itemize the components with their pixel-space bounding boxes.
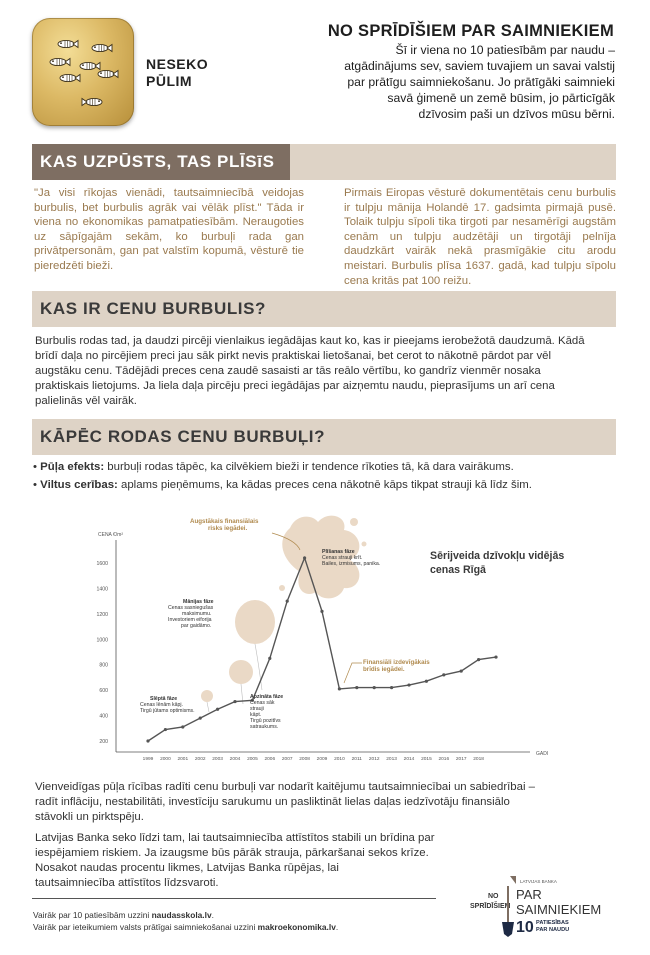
- callout-arrow: [344, 663, 362, 683]
- data-point: [494, 655, 497, 658]
- x-tick-labels: [143, 756, 485, 762]
- balloon-string: [255, 644, 262, 690]
- brand-par-naudu: PAR NAUDU: [536, 927, 570, 933]
- intro-line: Šī ir viena no 10 patiesībām par naudu –: [395, 43, 615, 57]
- x-tick-label: 1999: [142, 757, 154, 762]
- annotation-burst-phase: [322, 549, 380, 567]
- splash-drop: [279, 585, 285, 591]
- footer-line-1: [33, 910, 214, 920]
- balloon-small: [201, 690, 213, 702]
- x-tick-label: 2004: [229, 757, 241, 762]
- brand-saimniekiem: SAIMNIEKIEM: [516, 902, 602, 917]
- x-tick-label: 2018: [473, 757, 484, 762]
- intro-line: atgādinājums sev, saviem tuvajiem un savai valstij: [344, 59, 615, 73]
- x-tick-label: 2006: [264, 757, 276, 762]
- footer-text: .: [335, 922, 339, 932]
- x-tick-label: 2009: [316, 757, 328, 762]
- x-tick-label: 2017: [455, 757, 467, 762]
- y-tick-label: 200: [99, 739, 108, 745]
- bullet-term: Viltus cerības:: [40, 479, 118, 491]
- section-heading: KĀPĒC RODAS CENU BURBUĻI?: [40, 427, 326, 446]
- x-tick-label: 2011: [351, 757, 362, 762]
- annotation-line: strauji: [250, 706, 264, 712]
- data-point: [216, 708, 219, 711]
- footer-text: Vairāk par ieteikumiem valsts prātīgai saimniekošanai uzzini: [33, 922, 258, 932]
- x-tick-label: 2001: [177, 757, 189, 762]
- x-tick-label: 2016: [438, 757, 450, 762]
- y-tick-label: 1400: [96, 586, 108, 593]
- annotation-line: kāpt.: [250, 712, 262, 718]
- brand-patiesibas: PATIESĪBAS: [536, 920, 569, 926]
- x-tick-label: 2005: [247, 757, 258, 762]
- annotation-title: Slēptā fāze: [150, 696, 178, 702]
- annotation-line: Cenas lēnām kāpj.: [140, 702, 183, 708]
- x-tick-label: 2000: [160, 757, 171, 762]
- splash-drop: [362, 542, 367, 547]
- x-tick-label: 2010: [334, 757, 345, 762]
- balloon-large: [235, 600, 275, 644]
- section1-right-column: Pirmais Eiropas vēsturē dokumentētais cenu burbulis ir tulpju mānija Holandē 17. gadsimta pirmajā pusē. Tolaik tulpju sīpoli tika tirgoti par nesamērīgi augstām cenām un tulpju audzētāji un tirgotāji pelnīja daudzkārt vairāk nekā prasmīgākie citu arodu meistari. Burbulis plīsa 1637. gadā, kad tulpju sīpolu cena kritās pat 100 reižu.: [344, 187, 616, 287]
- paragraph-line: Vienveidīgas pūļa rīcības radīti cenu burbuļi var nodarīt kaitējumu tautsaimniecībai un sabiedrībai –: [35, 781, 536, 793]
- shovel-blade-icon: [502, 922, 514, 937]
- logo-caption: [146, 56, 208, 90]
- annotation-line: Bailes, izmisums, panika.: [322, 561, 381, 567]
- brand-logo: [470, 872, 618, 938]
- intro-line: par prātīgu saimniekošanu. Jo prātīgāki saimnieki: [347, 75, 615, 89]
- section-band-bubble-bursts: [32, 144, 616, 180]
- annotation-line: Investoriem eiforija: [168, 617, 212, 623]
- balloon-medium: [229, 660, 253, 684]
- bank-emblem-icon: [510, 876, 516, 884]
- data-point: [390, 686, 393, 689]
- callout-line: Augstākais finansiālais: [190, 518, 259, 525]
- annotation-line: par gaidāmo.: [181, 623, 212, 629]
- brand-spridisiem: SPRĪDĪŠIEM: [470, 903, 511, 910]
- y-axis-label: CENA €/m²: [98, 532, 124, 538]
- x-tick-label: 2007: [281, 757, 293, 762]
- data-point: [425, 680, 428, 683]
- brand-ten: 10: [516, 919, 534, 936]
- bullet-dot: •: [33, 479, 37, 491]
- annotation-line: Tirgū jūtams optimisms.: [140, 708, 195, 714]
- bullet-dot: •: [33, 461, 37, 473]
- fish-logo-tile: [32, 18, 134, 126]
- data-point: [460, 669, 463, 672]
- annotation-title: Mānijas fāze: [183, 599, 214, 605]
- y-tick-labels: [96, 561, 108, 745]
- y-tick-label: 1200: [96, 611, 108, 618]
- paragraph-line: tautsaimniecība attīstītos līdzsvaroti.: [35, 877, 219, 889]
- annotation-title: Plīšanas fāze: [322, 549, 355, 555]
- data-point: [477, 658, 480, 661]
- paragraph-line: Nosakot naudas procentu likmes, Latvijas Banka rūpējas, lai: [35, 862, 339, 874]
- y-tick-label: 1000: [96, 637, 108, 644]
- section-band-what-is-bubble: [32, 291, 616, 327]
- bullet-crowd-effect: [33, 460, 514, 475]
- brand-no: NO: [488, 893, 499, 900]
- x-axis-label: GADI: [536, 751, 549, 757]
- brand-par: PAR: [516, 887, 542, 902]
- annotation-line: Tirgū pozitīvs: [250, 718, 281, 724]
- data-point: [355, 686, 358, 689]
- paragraph-line: radīt inflāciju, nestabilitāti, investīciju sarukumu un pasliktināt lielas daļas iedzīvotāju finansiālo: [35, 796, 510, 808]
- annotation-title: Apzināta fāze: [250, 694, 284, 700]
- paragraph-line: brīdī daļa no pircējiem preci jau sāk pirkt nevis praktiskai lietošanai, bet cerot to nākotnē pārdot par vēl: [35, 350, 552, 362]
- callout-line: risks iegādei.: [208, 525, 248, 532]
- x-tick-label: 2012: [368, 757, 380, 762]
- data-point: [199, 717, 202, 720]
- y-tick-label: 600: [99, 688, 108, 695]
- x-tick-label: 2002: [194, 757, 206, 762]
- y-tick-label: 800: [99, 662, 108, 669]
- data-point: [268, 657, 271, 660]
- x-tick-label: 2003: [212, 757, 223, 762]
- price-bubble-chart: [0, 500, 650, 780]
- paragraph-line: palielinās vēl vairāk.: [35, 395, 137, 407]
- annotation-line: satraukums.: [250, 724, 279, 730]
- annotation-line: Cenas strauji krīt.: [322, 555, 363, 561]
- logo-caption-line2: PŪLIM: [146, 73, 193, 89]
- data-point: [146, 739, 149, 742]
- bullet-text: aplams pieņēmums, ka kādas preces cena nākotnē kāps tikpat strauji kā līdz šim.: [117, 479, 532, 491]
- x-tick-label: 2015: [421, 757, 432, 762]
- data-point: [442, 673, 445, 676]
- data-point: [164, 728, 167, 731]
- chart-title: Sērijveida dzīvokļu vidējās cenas Rīgā: [430, 550, 565, 576]
- annotation-aware-phase: [250, 694, 283, 730]
- bank-name: LATVIJAS BANKA: [520, 879, 557, 884]
- paragraph-line: Burbulis rodas tad, ja daudzi pircēji vienlaikus iegādājas kaut ko, kas ir pieejams ierobežotā daudzumā. Kādā: [35, 335, 585, 347]
- footer-text: Vairāk par 10 patiesībām uzzini: [33, 910, 152, 920]
- annotation-hidden-phase: [140, 696, 195, 714]
- link-makroekonomika[interactable]: makroekonomika.lv: [257, 922, 336, 932]
- section1-left-column: "Ja visi rīkojas vienādi, tautsaimniecībā veidojas burbulis, bet burbulis agrāk vai vēlāk plīst." Tāda ir viena no ekonomikas pamatpatiesībām. Neraugoties uz sāpīgajām sekām, ko burbuļi rada gan privātpersonām, gan pat valstīm kopumā, vēsturē tie pieredzēti bieži.: [34, 187, 304, 272]
- data-point: [338, 687, 341, 690]
- data-point: [407, 683, 410, 686]
- section2-paragraph: [35, 334, 615, 409]
- closing-paragraph-1: [35, 780, 615, 825]
- intro-line: dzīvosim paši un dzīvos mūsu bērni.: [418, 107, 615, 121]
- footer-divider: [32, 898, 436, 899]
- data-point: [233, 700, 236, 703]
- paragraph-line: iespējamiem riskiem. Ja izaugsme būs pārāk strauja, pārkaršanai sekos krīze.: [35, 847, 429, 859]
- data-point: [373, 686, 376, 689]
- paragraph-line: augstāku cenu. Tādējādi preces cena zaudē sasaisti ar tās reālo vērtību, ko gandrīz vienmēr nosaka: [35, 365, 541, 377]
- splash-drop: [350, 518, 358, 526]
- callout-best-moment: [363, 659, 430, 673]
- data-point: [181, 725, 184, 728]
- callout-line: Finansiāli izdevīgākais: [363, 659, 430, 666]
- fish-school-icon: [32, 18, 134, 126]
- paragraph-line: stāvokli un pirktspēju.: [35, 811, 144, 823]
- data-point: [320, 610, 323, 613]
- bullet-term: Pūļa efekts:: [40, 461, 105, 473]
- bullet-text: burbuļi rodas tāpēc, ka cilvēkiem bieži ir tendence rīkoties tā, kā dara vairākums.: [104, 461, 514, 473]
- link-naudasskola[interactable]: naudasskola.lv: [151, 910, 212, 920]
- annotation-mania-phase: [168, 599, 214, 629]
- callout-highest-risk: [190, 518, 259, 532]
- intro-text: [330, 42, 615, 122]
- balloon-string: [207, 702, 209, 712]
- page-title: NO SPRĪDĪŠIEM PAR SAIMNIEKIEM: [327, 22, 614, 40]
- section-band-why-bubbles: [32, 419, 616, 455]
- x-tick-label: 2014: [403, 757, 415, 762]
- y-tick-label: 1600: [96, 561, 108, 567]
- bullet-false-hopes: [33, 478, 532, 493]
- section-heading: KAS UZPŪSTS, TAS PLĪSīS: [40, 152, 275, 171]
- callout-line: brīdis iegādei.: [363, 666, 405, 673]
- y-tick-label: 400: [99, 713, 108, 720]
- annotation-line: Cenas sasniegušas: [168, 605, 214, 611]
- intro-line: savā ģimenē un zemē būsim, jo pārticīgāk: [387, 91, 615, 105]
- data-point: [286, 600, 289, 603]
- footer-text: .: [211, 910, 214, 920]
- logo-caption-line1: NESEKO: [146, 56, 209, 72]
- data-point: [303, 556, 306, 559]
- annotation-line: maksimumu.: [182, 611, 212, 617]
- paragraph-line: Latvijas Banka seko līdzi tam, lai tautsaimniecība attīstītos stabili un brīdina par: [35, 832, 435, 844]
- annotation-line: Cenas sāk: [250, 700, 275, 706]
- x-tick-label: 2008: [299, 757, 310, 762]
- x-tick-label: 2013: [386, 757, 397, 762]
- paragraph-line: praktiskais lietojums. Ja liela daļa pircēju preci iegādājas par aizņemtu naudu, pieprasījums un arī cena: [35, 380, 555, 392]
- footer-line-2: [33, 922, 338, 932]
- section-heading: KAS IR CENU BURBULIS?: [40, 299, 267, 318]
